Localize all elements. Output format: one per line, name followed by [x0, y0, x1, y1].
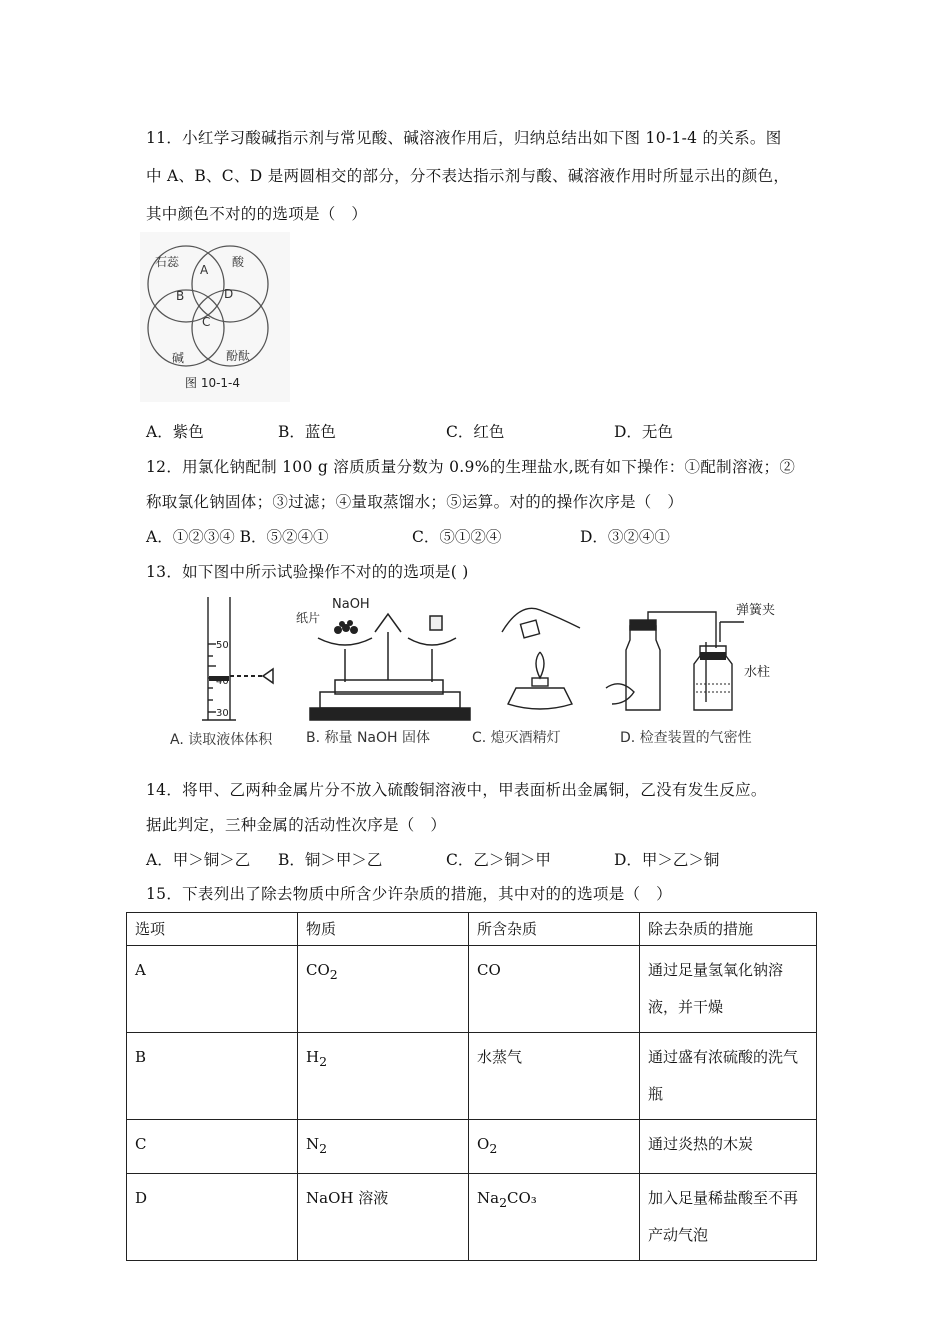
- balance-scale: [310, 614, 470, 720]
- venn-diagram: [140, 232, 290, 402]
- caption-b: B. 称量 NaOH 固体: [306, 730, 431, 746]
- clip-label: 弹簧夹: [736, 603, 776, 618]
- row-method: 通过盛有浓硫酸的洗气瓶: [640, 1033, 817, 1120]
- row-impurity: 水蒸气: [469, 1033, 640, 1120]
- naoh-pellets: [334, 620, 358, 634]
- row-substance: $H_2$: [298, 1033, 469, 1120]
- eye-icon: [263, 669, 273, 683]
- venn-label-tr: 酸: [232, 255, 245, 269]
- airtightness-apparatus: [606, 612, 744, 710]
- table-row: [127, 946, 817, 1033]
- row-option: C: [127, 1120, 298, 1174]
- header-option: 选项: [127, 913, 298, 946]
- tick-label-50: 50: [216, 640, 229, 651]
- q15-text-line1: 15．下表列出了除去物质中所含少许杂质的措施，其中对的的选项是（ ）: [146, 885, 672, 903]
- q11-text-line1: 11．小红学习酸碱指示剂与常见酸、碱溶液作用后，归纳总结出如下图 10-1-4 的关系。图: [146, 129, 782, 147]
- tick-label-40: 40: [216, 676, 229, 687]
- q14-text-line1: 14．将甲、乙两种金属片分不放入硫酸铜溶液中，甲表面析出金属铜，乙没有发生反应。: [146, 781, 767, 799]
- water-label: 水柱: [744, 665, 771, 680]
- venn-caption: 图 10-1-4: [185, 376, 241, 390]
- caption-a: A. 读取液体体积: [170, 732, 273, 748]
- q11-option-d: D．无色: [614, 423, 673, 441]
- venn-label-d: D: [224, 287, 234, 301]
- q12-text-line1: 12．用氯化钠配制 100 g 溶质质量分数为 0.9%的生理盐水,既有如下操作：①配制溶液；②: [146, 458, 796, 476]
- q14-option-a: A．甲＞铜＞乙: [146, 851, 251, 869]
- row-impurity: $O_2$: [469, 1120, 640, 1174]
- venn-label-c: C: [202, 315, 211, 329]
- venn-label-b: B: [176, 289, 185, 303]
- venn-label-br: 酚酞: [226, 349, 251, 363]
- q11-text-line3: 其中颜色不对的的选项是（ ）: [146, 205, 368, 223]
- caption-d: D. 检查装置的气密性: [620, 730, 752, 746]
- q12-option-ab: A．①②③④ B．⑤②④①: [146, 528, 329, 546]
- header-substance: 物质: [298, 913, 469, 946]
- q12-option-d: D．③②④①: [580, 528, 670, 546]
- q11-option-c: C．红色: [446, 423, 505, 441]
- row-impurity: $Na_2CO_3$: [469, 1174, 640, 1261]
- alcohol-lamp: [502, 608, 580, 709]
- impurity-removal-table: [126, 912, 817, 1261]
- q14-option-d: D．甲＞乙＞铜: [614, 851, 720, 869]
- q12-text-line2: 称取氯化钠固体；③过滤；④量取蒸馏水；⑤运算。对的的操作次序是（ ）: [146, 493, 684, 511]
- row-substance: $CO_2$: [298, 946, 469, 1033]
- lab-operations-figure: [160, 592, 800, 757]
- q12-option-c: C．⑤①②④: [412, 528, 502, 546]
- row-method: 通过足量氢氧化钠溶液，并干燥: [640, 946, 817, 1033]
- row-impurity: CO: [469, 946, 640, 1033]
- q14-option-c: C．乙＞铜＞甲: [446, 851, 551, 869]
- row-option: D: [127, 1174, 298, 1261]
- q14-option-b: B．铜＞甲＞乙: [278, 851, 383, 869]
- row-method: 加入足量稀盐酸至不再产动气泡: [640, 1174, 817, 1261]
- caption-c: C. 熄灭酒精灯: [472, 730, 561, 746]
- venn-label-tl: 石蕊: [155, 255, 180, 269]
- naoh-label: NaOH: [332, 597, 370, 612]
- q14-text-line2: 据此判定，三种金属的活动性次序是（ ）: [146, 816, 447, 834]
- header-method: 除去杂质的措施: [640, 913, 817, 946]
- row-substance: $N_2$: [298, 1120, 469, 1174]
- q11-option-a: A．紫色: [146, 423, 204, 441]
- paper-label: 纸片: [296, 611, 321, 625]
- row-method: 通过炎热的木炭: [640, 1120, 817, 1174]
- table-header-row: [127, 913, 817, 946]
- q11-text-line2: 中 A、B、C、D 是两圆相交的部分，分不表达指示剂与酸、碱溶液作用时所显示出的颜色，: [146, 167, 790, 185]
- venn-label-bl: 碱: [172, 351, 185, 365]
- graduated-cylinder: [202, 597, 236, 720]
- row-option: B: [127, 1033, 298, 1120]
- row-substance: NaOH 溶液: [298, 1174, 469, 1261]
- table-row: [127, 1174, 817, 1261]
- q11-option-b: B．蓝色: [278, 423, 336, 441]
- header-impurity: 所含杂质: [469, 913, 640, 946]
- tick-label-30: 30: [216, 708, 229, 719]
- table-row: [127, 1120, 817, 1174]
- row-option: A: [127, 946, 298, 1033]
- venn-label-a: A: [200, 263, 209, 277]
- table-row: [127, 1033, 817, 1120]
- q13-text-line1: 13．如下图中所示试验操作不对的的选项是( ): [146, 563, 469, 581]
